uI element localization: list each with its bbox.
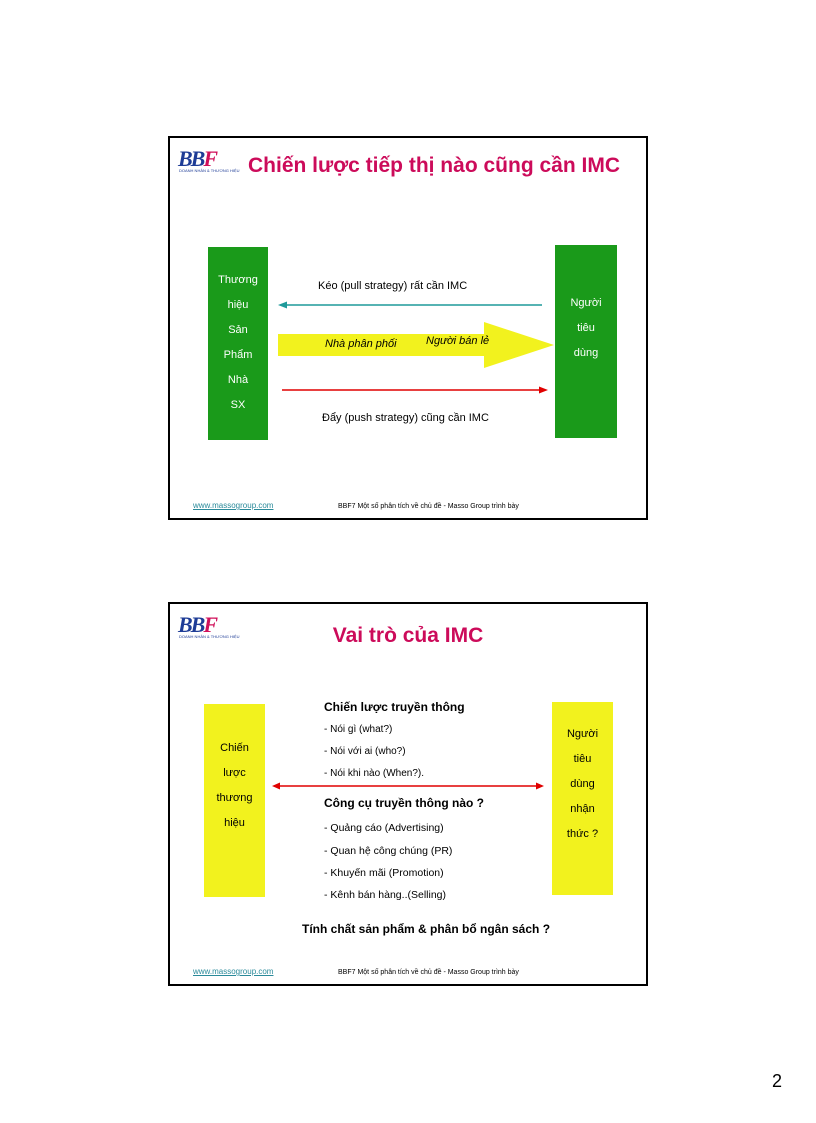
slide-2: [168, 602, 648, 986]
footer-link[interactable]: www.massogroup.com: [193, 501, 274, 510]
box-line: dùng: [573, 347, 599, 359]
box-line: Chiến: [220, 742, 249, 754]
retailer-label: Người bán lẻ: [426, 335, 490, 347]
box-line: SX: [230, 399, 246, 411]
tools-item: - Khuyến mãi (Promotion): [324, 867, 444, 879]
logo-subtitle: DOANH NHÂN & THƯƠNG HIỆU: [179, 634, 240, 639]
box-line: hiệu: [227, 299, 249, 311]
tools-heading: Công cụ truyền thông nào ?: [324, 796, 484, 810]
page-number: 2: [771, 1071, 782, 1091]
bottom-question: Tính chất sản phẩm & phân bổ ngân sách ?: [302, 922, 551, 936]
box-line: Người: [566, 728, 599, 740]
tools-item: - Kênh bán hàng..(Selling): [324, 889, 446, 901]
box-line: nhận: [570, 803, 595, 815]
consumer-box: [555, 245, 617, 438]
box-line: lược: [223, 767, 246, 779]
slide-title: Vai trò của IMC: [332, 624, 484, 647]
strategy-item: - Nói với ai (who?): [324, 746, 406, 757]
box-line: tiêu: [577, 322, 595, 334]
strategy-item: - Nói khi nào (When?).: [324, 768, 425, 779]
footer-text: BBF7 Một số phân tích về chủ đề - Masso Group trình bày: [338, 503, 519, 510]
strategy-item: - Nói gì (what?): [324, 724, 393, 735]
box-line: Sản: [228, 324, 248, 336]
box-line: Nhà: [227, 374, 249, 386]
logo-subtitle: DOANH NHÂN & THƯƠNG HIỆU: [179, 168, 240, 173]
footer-text: BBF7 Một số phân tích về chủ đề - Masso Group trình bày: [338, 969, 519, 976]
box-line: Phẩm: [223, 349, 253, 361]
distributor-label: Nhà phân phối: [325, 338, 397, 350]
brand-strategy-box: [204, 704, 265, 897]
slide-title: Chiến lược tiếp thị nào cũng cần IMC: [248, 154, 620, 177]
tools-item: - Quảng cáo (Advertising): [324, 822, 444, 834]
channel-arrow: [278, 322, 554, 368]
strategy-heading: Chiến lược truyền thông: [324, 700, 465, 714]
box-line: dùng: [570, 778, 595, 790]
push-arrow: [282, 385, 548, 395]
box-line: hiệu: [224, 817, 245, 829]
push-strategy-label: Đẩy (push strategy) cũng cần IMC: [322, 412, 489, 424]
pull-strategy-label: Kéo (pull strategy) rất cần IMC: [318, 280, 468, 292]
footer-link[interactable]: www.massogroup.com: [193, 967, 274, 976]
box-line: Người: [570, 297, 602, 309]
slide-1: [168, 136, 648, 520]
double-arrow: [272, 781, 544, 791]
pull-arrow: [278, 300, 544, 310]
logo-mark: BBF: [178, 146, 217, 171]
box-line: tiêu: [573, 753, 592, 765]
tools-item: - Quan hệ công chúng (PR): [324, 845, 453, 857]
box-line: thức ?: [566, 828, 599, 840]
box-line: thương: [216, 792, 253, 804]
logo-mark: BBF: [178, 612, 217, 637]
brand-product-box: [208, 247, 268, 440]
bbf-logo: [178, 146, 240, 174]
consumer-awareness-box: [552, 702, 613, 895]
box-line: Thương: [218, 274, 258, 286]
